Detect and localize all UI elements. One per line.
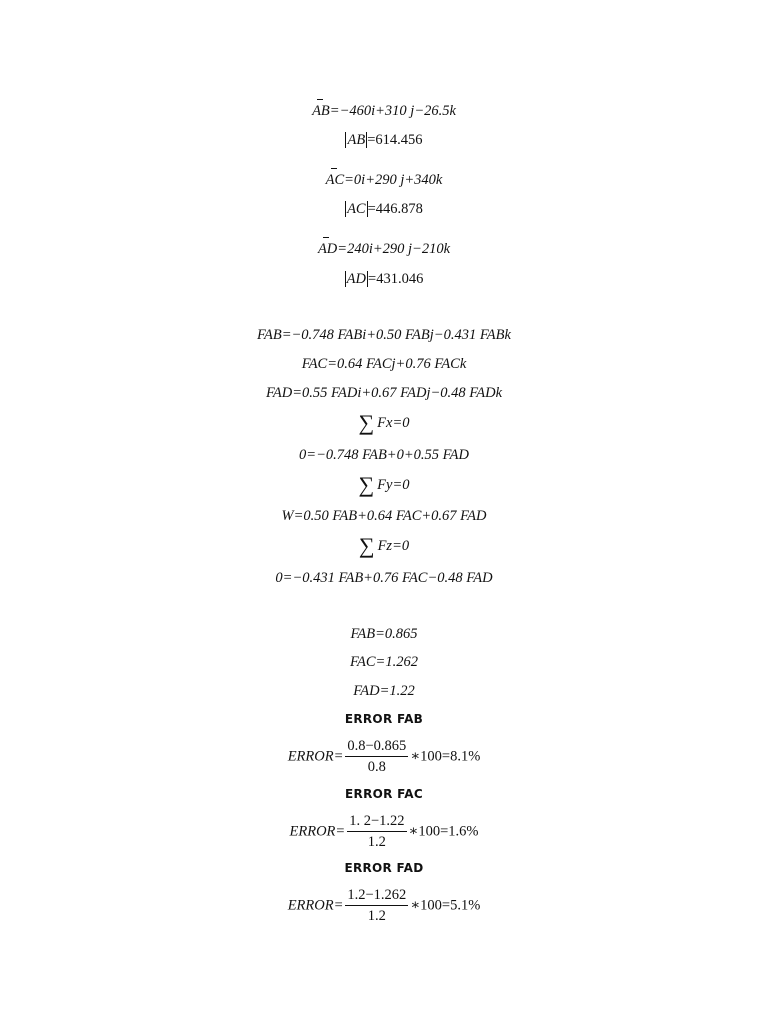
sum-fy-equation bbox=[0, 472, 768, 497]
error-fab-heading: ERROR FAB bbox=[344, 712, 424, 726]
error-fac-fraction bbox=[347, 813, 406, 851]
equilibrium-x-equation: 0=−0.748 FAB+0+0.55 FAD bbox=[299, 447, 469, 463]
vector-ad-magnitude bbox=[0, 270, 768, 288]
vector-ad-label: AD bbox=[317, 241, 338, 257]
sigma-symbol: ∑ bbox=[358, 533, 375, 558]
sigma-symbol: ∑ bbox=[358, 410, 375, 435]
error-fab-rhs: ∗100=8.1% bbox=[410, 748, 481, 765]
vector-ab-mag-label: AB bbox=[347, 132, 366, 148]
error-fad-numerator: 1.2−1.262 bbox=[345, 887, 408, 906]
force-fad-equation: FAD=0.55 FADi+0.67 FADj−0.48 FADk bbox=[265, 385, 503, 401]
vector-ac-equation bbox=[0, 171, 768, 189]
error-fab-lhs: ERROR= bbox=[287, 748, 344, 765]
error-fab-equation bbox=[0, 738, 768, 776]
vector-ac-magnitude bbox=[0, 200, 768, 218]
equilibrium-y-equation: W=0.50 FAB+0.64 FAC+0.67 FAD bbox=[281, 508, 487, 524]
error-fac-lhs: ERROR= bbox=[289, 823, 346, 840]
error-fab-denominator: 0.8 bbox=[367, 759, 386, 775]
sum-fy-text: Fy=0 bbox=[377, 477, 410, 493]
result-fad: FAD=1.22 bbox=[353, 683, 415, 699]
error-fac-numerator: 1. 2−1.22 bbox=[347, 813, 406, 832]
sigma-symbol: ∑ bbox=[358, 472, 375, 497]
vector-ac-rhs: =0i+290 j+340k bbox=[344, 172, 443, 188]
error-fab-fraction bbox=[345, 738, 408, 776]
vector-ac-mag-label: AC bbox=[347, 201, 366, 217]
error-fad-equation bbox=[0, 887, 768, 925]
error-fac-rhs: ∗100=1.6% bbox=[408, 823, 479, 840]
sum-fx-equation bbox=[0, 410, 768, 435]
sum-fz-equation bbox=[0, 533, 768, 558]
sum-fx-text: Fx=0 bbox=[377, 415, 410, 431]
equilibrium-z-equation: 0=−0.431 FAB+0.76 FAC−0.48 FAD bbox=[275, 570, 493, 586]
vector-ac-mag-rhs: =446.878 bbox=[367, 201, 423, 217]
vector-ab-equation bbox=[0, 102, 768, 120]
force-fac-equation: FAC=0.64 FACj+0.76 FACk bbox=[301, 356, 467, 372]
vector-ad-mag-rhs: =431.046 bbox=[368, 271, 424, 287]
vector-ad-mag-label: AD bbox=[346, 271, 367, 287]
error-fac-equation bbox=[0, 813, 768, 851]
vector-ad-equation bbox=[0, 240, 768, 258]
result-fac: FAC=1.262 bbox=[350, 654, 418, 670]
error-fac-denominator: 1.2 bbox=[367, 834, 386, 850]
error-fad-lhs: ERROR= bbox=[287, 897, 344, 914]
error-fab-numerator: 0.8−0.865 bbox=[345, 738, 408, 757]
error-fad-denominator: 1.2 bbox=[367, 908, 386, 924]
error-fad-heading: ERROR FAD bbox=[344, 861, 424, 875]
error-fad-fraction bbox=[345, 887, 408, 925]
vector-ac-label: AC bbox=[325, 172, 345, 188]
vector-ab-mag-rhs: =614.456 bbox=[367, 132, 423, 148]
force-fab-equation: FAB=−0.748 FABi+0.50 FABj−0.431 FABk bbox=[257, 327, 511, 343]
error-fad-rhs: ∗100=5.1% bbox=[410, 897, 481, 914]
vector-ab-label: AB bbox=[312, 103, 330, 119]
vector-ab-magnitude bbox=[0, 131, 768, 149]
vector-ab-rhs: =−460i+310 j−26.5k bbox=[329, 103, 456, 119]
sum-fz-text: Fz=0 bbox=[377, 538, 410, 554]
vector-ad-rhs: =240i+290 j−210k bbox=[337, 241, 451, 257]
result-fab: FAB=0.865 bbox=[350, 626, 418, 642]
error-fac-heading: ERROR FAC bbox=[345, 787, 423, 801]
